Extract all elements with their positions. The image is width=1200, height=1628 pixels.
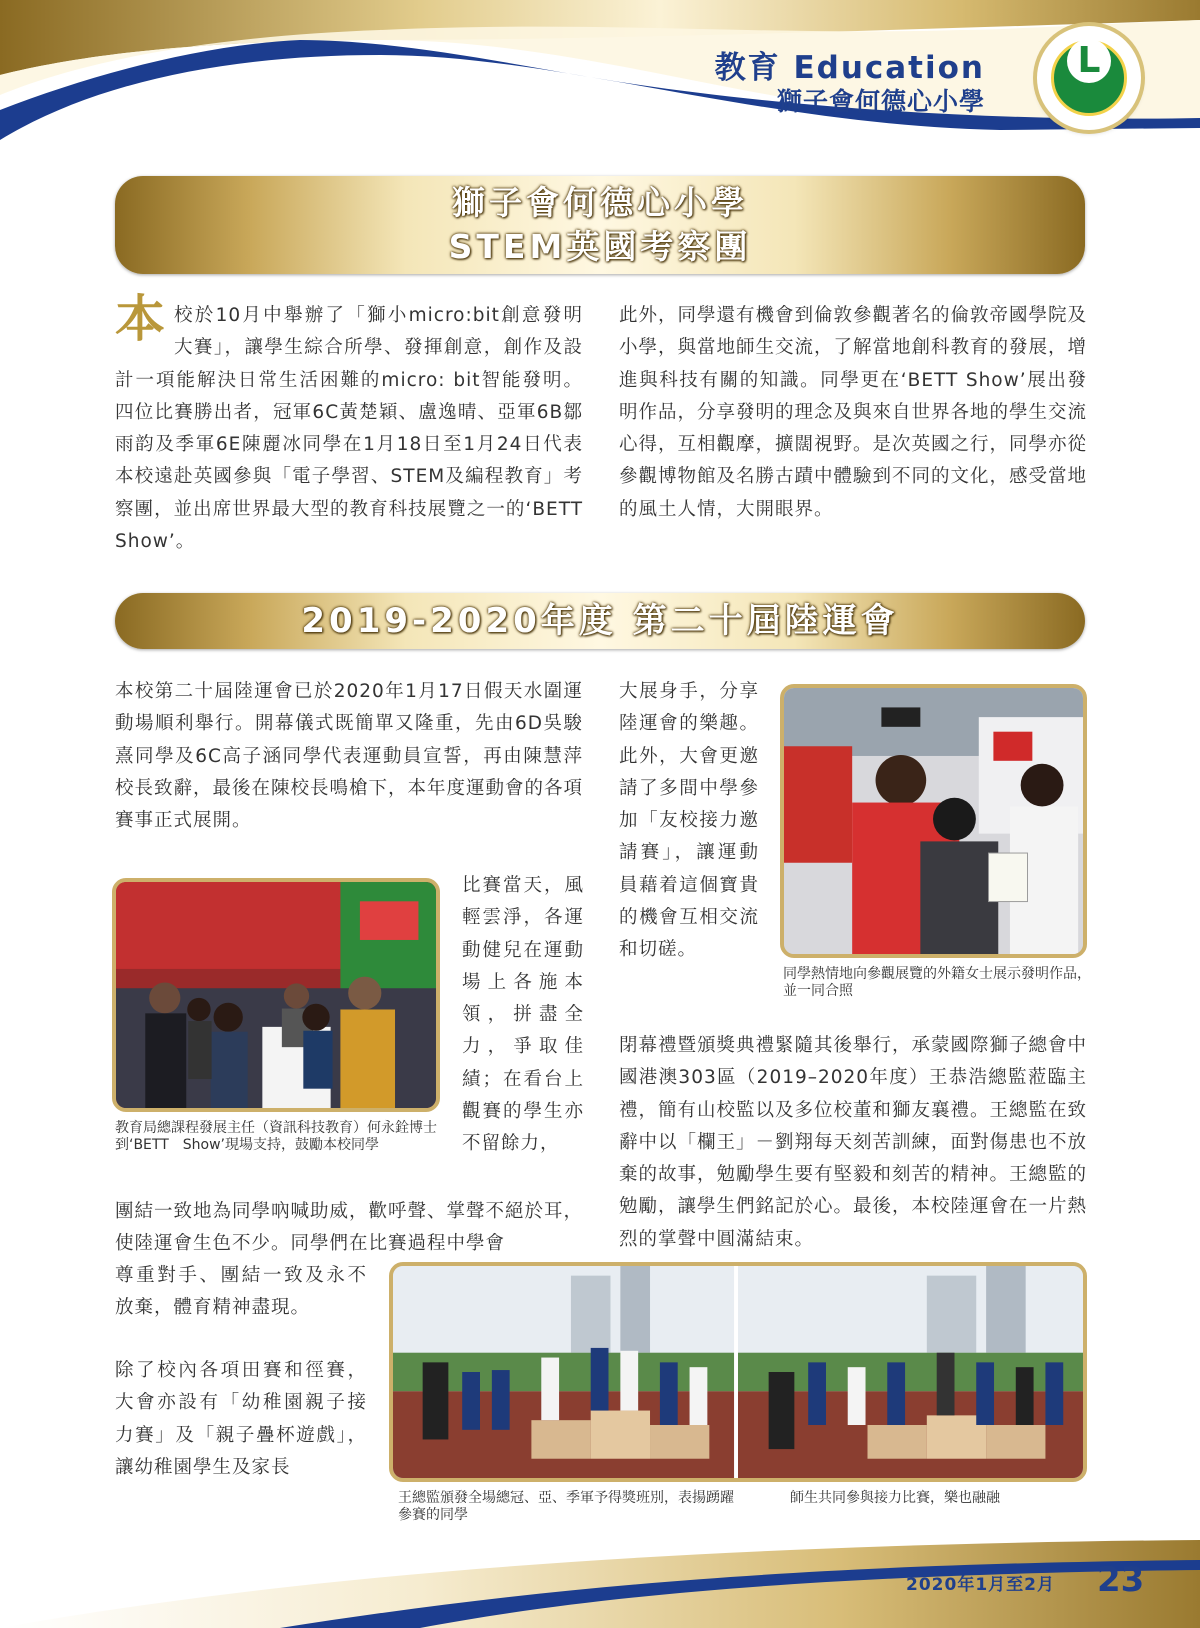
banner-title: 2019-2020年度 第二十屆陸運會: [301, 601, 899, 641]
stem-article-col2: 此外，同學還有機會到倫敦參觀著名的倫敦帝國學院及小學，與當地師生交流，了解當地創科教育的發展，增進與科技有關的知識。同學更在‘BETT Show’展出發明作品，分享發明的理念及與來自世界各地的學生交流心得，互相觀摩，擴闊視野。是次英國之行，同學亦從參觀博物館及名勝古蹟中體驗到不同的文化，感受當地的風土人情，大開眼界。: [619, 305, 1088, 520]
page-number: 23: [1097, 1560, 1145, 1600]
banner-line-1: 獅子會何德心小學: [452, 183, 748, 222]
sports-paragraph-1: 本校第二十屆陸運會已於2020年1月17日假天水圍運動場順利舉行。開幕儀式既簡單又隆重，先由6D吳駿熹同學及6C高子涵同學代表運動員宣誓，再由陳慧萍校長致辭，最後在陳校長鳴槍下，本年度運動會的各項賽事正式展開。: [115, 681, 584, 832]
section-banner-stem: [115, 176, 1085, 274]
drop-cap: 本: [115, 290, 166, 348]
caption-podium-right: 師生共同參與接力比賽，樂也融融: [790, 1490, 1000, 1506]
sports-paragraph-2-wide: 團結一致地為同學吶喊助威，歡呼聲、掌聲不絕於耳，使陸運會生色不少。同學們在比賽過程中學會: [115, 1201, 584, 1255]
photo-selfie-exhibition: [780, 684, 1087, 958]
sports-paragraph-2-end: 尊重對手、團結一致及永不放棄，體育精神盡現。: [115, 1265, 367, 1319]
sports-col2-top: 大展身手，分享陸運會的樂趣。此外，大會更邀請了多間中學參加「友校接力邀請賽」，讓運動員藉着這個寶貴的機會互相交流和切磋。: [619, 681, 759, 961]
banner-line-2: STEM英國考察團: [448, 227, 752, 266]
caption-podium-left: 王總監頒發全場總冠、亞、季軍予得獎班別，表揚踴躍參賽的同學: [398, 1490, 734, 1523]
stem-article-col1: [115, 290, 583, 558]
header-decoration: [0, 0, 1200, 145]
caption-bett-show: 教育局總課程發展主任（資訊科技教育）何永銓博士到‘BETT Show’現場支持，鼓勵本校同學: [115, 1120, 437, 1153]
sports-paragraph-2-narrow: 比賽當天，風輕雲淨，各運動健兒在運動場上各施本領，拼盡全力，爭取佳績；在看台上觀賽的學生亦不留餘力，: [462, 875, 584, 1155]
sports-col2-bottom: 閉幕禮暨頒獎典禮緊隨其後舉行，承蒙國際獅子總會中國港澳303區（2019–2020年度）王恭浩總監蒞臨主禮，簡有山校監以及多位校董和獅友襄禮。王總監在致辭中以「欄王」－劉翔每天刻苦訓練，面對傷患也不放棄的故事，勉勵學生要有堅毅和刻苦的精神。王總監的勉勵，讓學生們銘記於心。最後，本校陸運會在一片熱烈的掌聲中圓滿結束。: [619, 1035, 1088, 1250]
section-banner-sports-day: [115, 593, 1085, 649]
logo-letter-icon: L: [1037, 26, 1141, 96]
header-subtitle: 獅子會何德心小學: [776, 87, 985, 116]
footer-date: 2020年1月至2月: [906, 1575, 1055, 1595]
photo-podium-strip: [389, 1262, 1087, 1482]
stem-col1-text: 校於10月中舉辦了「獅小micro:bit創意發明大賽」，讓學生綜合所學、發揮創意，創作及設計一項能解決日常生活困難的micro: bit智能發明。四位比賽勝出者，冠軍6C黃楚穎、盧逸晴、亞軍6B鄒雨韵及季軍6E陳麗冰同學在1月18日至1月24日代表本校遠赴英國參與「電子學習、STEM及編程教育」考察團，並出席世界最大型的教育科技展覽之一的‘BETT Show’。: [115, 305, 583, 553]
header-title: 教育 Education: [714, 50, 985, 86]
sports-paragraph-3: 除了校內各項田賽和徑賽，大會亦設有「幼稚園親子接力賽」及「親子疊杯遊戲」，讓幼稚園學生及家長: [115, 1360, 367, 1478]
photo-bett-show-visit: [112, 878, 440, 1112]
lions-club-logo: [1037, 26, 1141, 130]
caption-selfie: 同學熱情地向參觀展覽的外籍女士展示發明作品，並一同合照: [783, 966, 1091, 999]
